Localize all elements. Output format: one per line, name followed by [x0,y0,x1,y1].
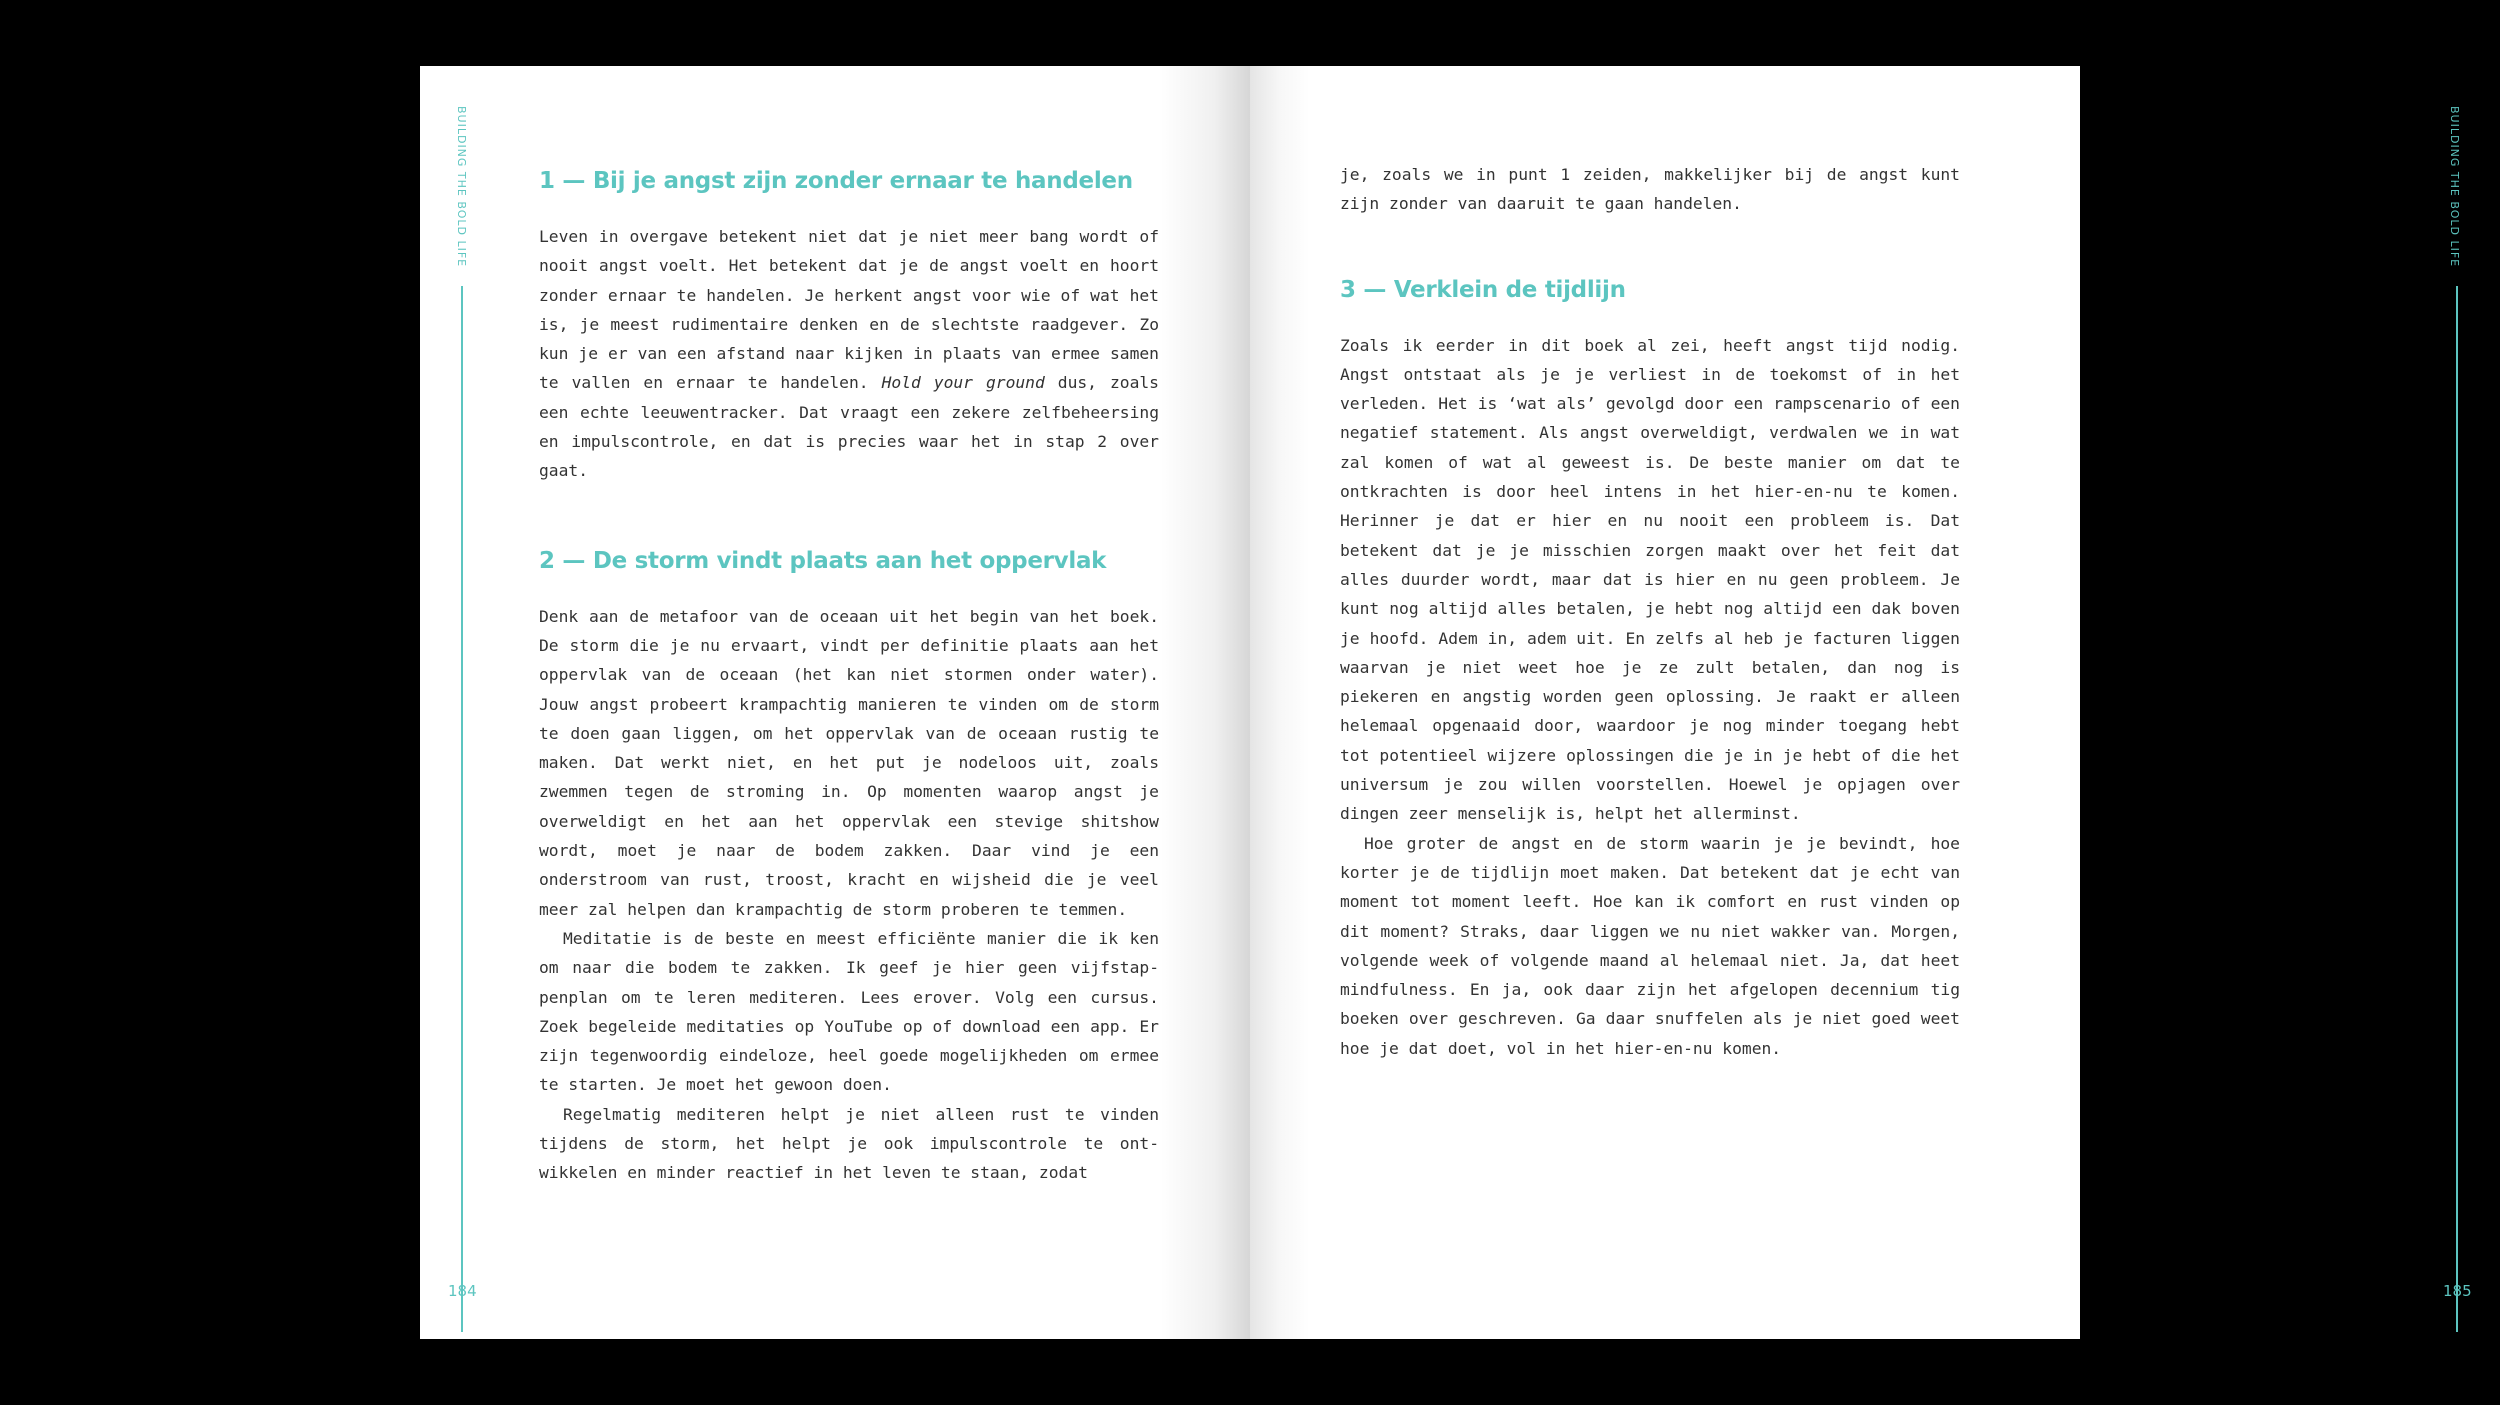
right-page-number: 185 [2443,1282,2472,1300]
section-3-paragraph-2: Hoe groter de angst en de storm waarin je je bevindt, hoe korter je de tijdlijn moet maken. Dat betekent dat je echt van moment tot moment leeft. Hoe kan ik comfort en rust vinden op dit moment? Straks, daar liggen we nu niet wakker van. Morgen, volgende week of volgende maand al helemaal niet. Ja, dat heet mindfulness. En ja, ook daar zijn het afgelopen decennium tig boeken over geschreven. Ga daar snuffelen als je niet goed weet hoe je dat doet, vol in het hier-en-nu komen. [1340,833,1960,1058]
section-2-heading: 2 — De storm vindt plaats aan het oppervlak [539,547,1107,574]
right-page [1250,66,2472,1339]
left-margin-rule [461,286,463,1332]
book-spread [420,66,2472,1339]
right-spine-shadow [1250,66,1310,1339]
left-spine-shadow [1160,66,1250,1339]
section-1-heading: 1 — Bij je angst zijn zonder ernaar te handelen [539,168,1133,194]
left-page-number: 184 [448,1282,477,1300]
right-running-head [2447,106,2463,326]
left-running-head-text: BUILDING THE BOLD LIFE [455,106,468,268]
section-2-paragraph-2: Meditatie is de beste en meest efficiënte manier die ik ken om naar die bodem te zakken. Ik geef je hier geen vijfstappenplan om te leren mediteren. Lees erover. Volg een cursus. Zoek begeleide meditaties op YouTube op of download een app. Er zijn tegenwoordig eindeloze, heel goede mogelijkheden om ermee te starten. Je moet het gewoon doen. [539,928,1159,1095]
section-2-paragraph-3: Regelmatig mediteren helpt je niet alleen rust te vinden tijdens de storm, het helpt je ook impulscontrole te ontwikkelen en minder reactief in het leven te staan, zodat [539,1104,1159,1183]
section-3-heading: 3 — Verklein de tijdlijn [1340,276,1626,303]
right-running-head-text: BUILDING THE BOLD LIFE [2448,106,2461,268]
continuation-paragraph: je, zoals we in punt 1 zeiden, makkelijker bij de angst kunt zijn zonder van daaruit te gaan handelen. [1340,165,1960,214]
section-2-paragraph-1: Denk aan de metafoor van de oceaan uit het begin van het boek. De storm die je nu ervaart, vindt per definitie plaats aan het oppervlak van de oceaan (het kan niet stormen onder water). Jouw angst probeert krampachtig manieren te vinden om de storm te doen gaan liggen, om het oppervlak van de oceaan rustig te maken. Dat werkt niet, en het put je nodeloos uit, zoals zwemmen tegen de stroming in. Op momenten waarop angst je overweldigt en het aan het oppervlak een stevige shitshow wordt, moet je naar de bodem zakken. Daar vind je een onderstroom van rust, troost, kracht en wijsheid die je veel meer zal helpen dan krampachtig de storm proberen te temmen. [539,606,1159,919]
right-page-content [1340,160,1960,1063]
left-page-content [539,158,1159,1188]
italic-phrase: Hold your ground [881,373,1045,393]
section-1-paragraph-1: Leven in overgave betekent niet dat je niet meer bang wordt of nooit angst voelt. Het betekent dat je de angst voelt en hoort zonder ernaar te handelen. Je herkent angst voor wie of wat het is, je meest rudimentaire denken en de slechtste raadgever. Zo kun je er van een afstand naar kijken in plaats van ermee samen te vallen en ernaar te handelen. Hold your ground dus, zoals een echte leeuwentracker. Dat vraagt een zekere zelfbeheersing en impulscontrole, en dat is precies waar het in stap 2 over gaat. [539,227,1159,481]
right-margin-rule [2456,286,2458,1332]
left-page [420,66,1250,1339]
section-3-paragraph-1: Zoals ik eerder in dit boek al zei, heeft angst tijd nodig. Angst ontstaat als je je verliest in de toekomst of in het verleden. Het is ‘wat als’ gevolgd door een rampscenario of een negatief statement. Als angst overweldigt, verdwalen we in wat zal komen of wat al geweest is. De beste manier om dat te ontkrachten is door heel intens in het hier-en-nu te komen. Herinner je dat er hier en nu nooit een probleem is. Dat betekent dat je je misschien zorgen maakt over het feit dat alles duurder wordt, maar dat is hier en nu geen probleem. Je kunt nog altijd alles betalen, je hebt nog altijd een dak boven je hoofd. Adem in, adem uit. En zelfs al heb je facturen liggen waarvan je niet weet hoe je ze zult betalen, dan nog is piekeren en angstig worden geen oplossing. Je raakt er alleen helemaal opgenaaid door, waardoor je nog minder toegang hebt tot potentieel wijzere oplossingen die je in je hebt of die het universum je zou willen voorstellen. Hoewel je opjagen over dingen zeer menselijk is, helpt het allerminst. [1340,335,1960,824]
